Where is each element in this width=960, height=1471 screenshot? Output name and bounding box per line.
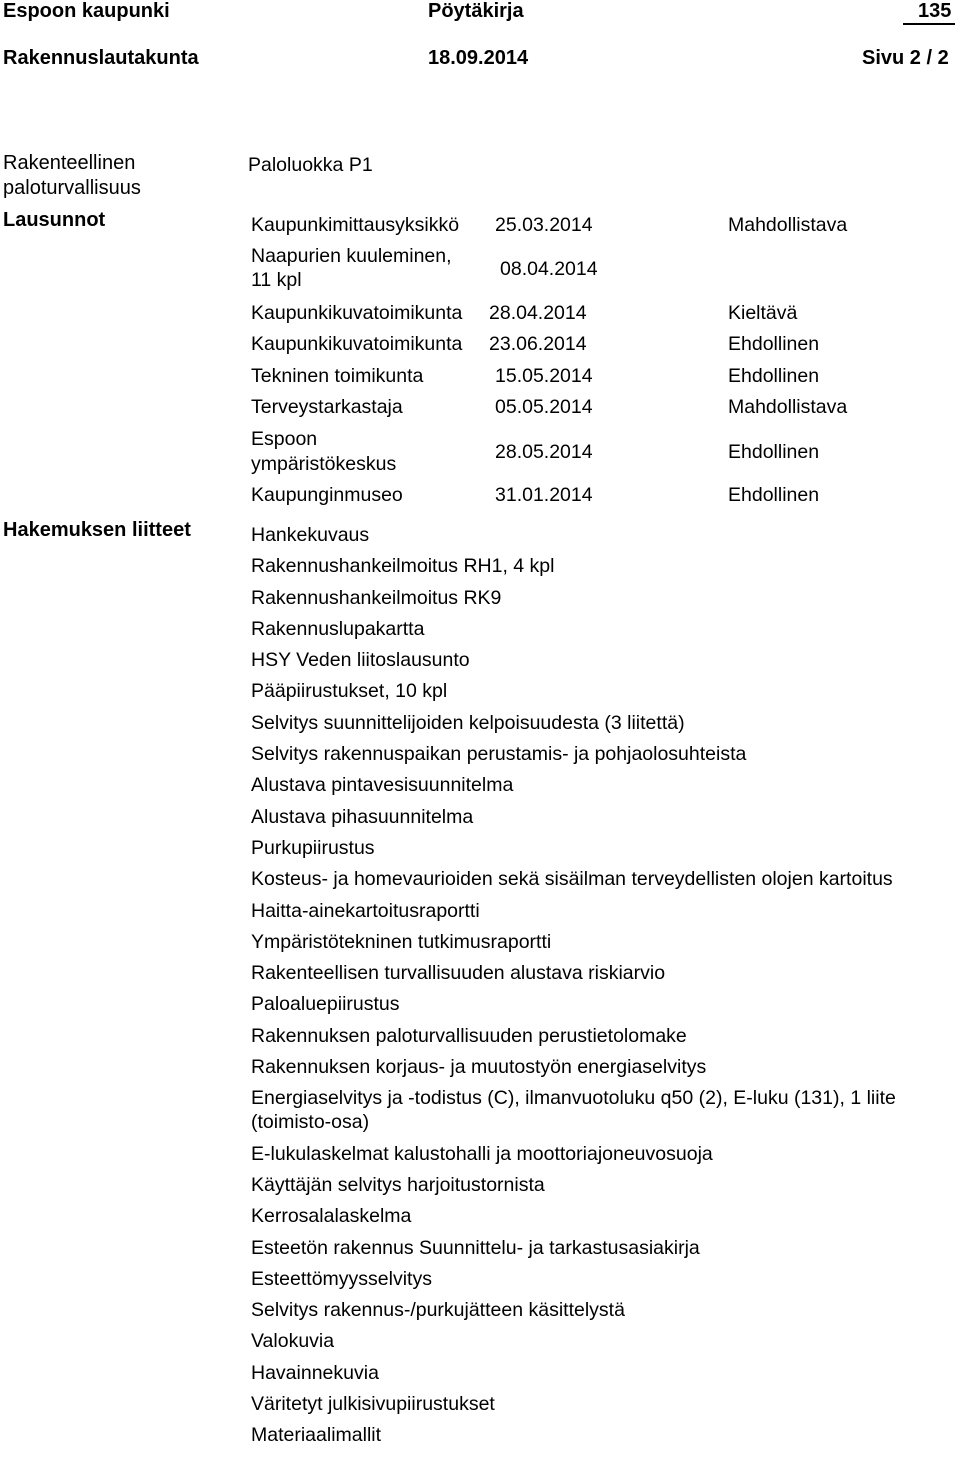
statement-date: 08.04.2014 bbox=[500, 258, 598, 280]
statement-name: Espoon bbox=[251, 428, 318, 450]
attachment-item: Kerrosalalaskelma bbox=[251, 1205, 412, 1228]
fire-class-value: Paloluokka P1 bbox=[248, 154, 373, 176]
statement-date: 28.04.2014 bbox=[489, 302, 587, 324]
statement-name: Terveystarkastaja bbox=[251, 396, 403, 418]
attachment-item: Haitta-ainekartoitusraportti bbox=[251, 899, 480, 922]
attachments-label: Hakemuksen liitteet bbox=[3, 519, 191, 541]
statement-status: Ehdollinen bbox=[728, 333, 820, 355]
attachment-item: Selvitys rakennus-/purkujätteen käsittelystä bbox=[251, 1299, 625, 1322]
board-name: Rakennuslautakunta bbox=[3, 47, 199, 69]
fire-safety-label-line2: paloturvallisuus bbox=[3, 177, 141, 199]
document-type: Pöytäkirja bbox=[428, 0, 524, 22]
attachment-item: Esteetön rakennus Suunnittelu- ja tarkastusasiakirja bbox=[251, 1236, 700, 1259]
attachment-item: Purkupiirustus bbox=[251, 836, 375, 859]
attachment-item: E-lukulaskelmat kalustohalli ja moottoriajoneuvosuoja bbox=[251, 1142, 713, 1165]
attachment-item: Materiaalimallit bbox=[251, 1424, 382, 1447]
attachment-item: Alustava pintavesisuunnitelma bbox=[251, 774, 514, 797]
attachment-item: Alustava pihasuunnitelma bbox=[251, 805, 474, 828]
page-number: Sivu 2 / 2 bbox=[862, 47, 949, 69]
attachment-item: Rakennuksen paloturvallisuuden perustietolomake bbox=[251, 1024, 687, 1047]
statement-date: 28.05.2014 bbox=[495, 441, 593, 463]
statement-name-cont: ympäristökeskus bbox=[251, 453, 397, 475]
statement-date: 25.03.2014 bbox=[495, 214, 593, 236]
attachment-item: Paloaluepiirustus bbox=[251, 993, 400, 1016]
attachment-item: Esteettömyysselvitys bbox=[251, 1267, 432, 1290]
statements-label: Lausunnot bbox=[3, 209, 106, 231]
attachment-item: Rakennushankeilmoitus RK9 bbox=[251, 586, 502, 609]
statement-date: 23.06.2014 bbox=[489, 333, 587, 355]
attachment-item: Selvitys suunnittelijoiden kelpoisuudesta (3 liitettä) bbox=[251, 711, 685, 734]
attachment-item: Havainnekuvia bbox=[251, 1361, 379, 1384]
statement-date: 15.05.2014 bbox=[495, 365, 593, 387]
statement-status: Ehdollinen bbox=[728, 484, 820, 506]
statement-name: Tekninen toimikunta bbox=[251, 365, 424, 387]
attachment-item: Käyttäjän selvitys harjoitustornista bbox=[251, 1173, 545, 1196]
attachment-item: Rakennuslupakartta bbox=[251, 617, 425, 640]
statement-date: 05.05.2014 bbox=[495, 396, 593, 418]
meeting-date: 18.09.2014 bbox=[428, 47, 529, 69]
case-number-underline bbox=[903, 23, 955, 25]
attachments-list bbox=[251, 523, 951, 1455]
statement-name: Naapurien kuuleminen, bbox=[251, 245, 452, 267]
attachment-item: Valokuvia bbox=[251, 1330, 335, 1353]
statement-status: Kieltävä bbox=[728, 302, 798, 324]
attachment-item: Rakennuksen korjaus- ja muutostyön energiaselvitys bbox=[251, 1056, 707, 1079]
attachment-item: Hankekuvaus bbox=[251, 524, 370, 546]
statement-date: 31.01.2014 bbox=[495, 484, 593, 506]
attachment-item: Rakenteellisen turvallisuuden alustava riskiarvio bbox=[251, 962, 666, 985]
attachment-item: Kosteus- ja homevaurioiden sekä sisäilman terveydellisten olojen kartoitus bbox=[251, 868, 893, 891]
attachment-item: Rakennushankeilmoitus RH1, 4 kpl bbox=[251, 555, 555, 578]
fire-safety-label-line1: Rakenteellinen bbox=[3, 152, 136, 174]
statement-status: Mahdollistava bbox=[728, 396, 848, 418]
statement-status: Ehdollinen bbox=[728, 441, 820, 463]
statement-status: Ehdollinen bbox=[728, 365, 820, 387]
statement-status: Mahdollistava bbox=[728, 214, 848, 236]
statement-name: Kaupunginmuseo bbox=[251, 484, 403, 506]
attachment-item: Pääpiirustukset, 10 kpl bbox=[251, 680, 448, 703]
attachment-item: Selvitys rakennuspaikan perustamis- ja pohjaolosuhteista bbox=[251, 743, 747, 766]
statement-name: Kaupunkikuvatoimikunta bbox=[251, 302, 463, 324]
statement-name: Kaupunkimittausyksikkö bbox=[251, 214, 460, 236]
attachment-item: Energiaselvitys ja -todistus (C), ilmanvuotoluku q50 (2), E-luku (131), 1 liite (toimisto-osa) bbox=[251, 1087, 896, 1134]
attachment-item: Ympäristötekninen tutkimusraportti bbox=[251, 930, 552, 953]
statement-name: Kaupunkikuvatoimikunta bbox=[251, 333, 463, 355]
statement-name-cont: 11 kpl bbox=[251, 269, 302, 291]
case-number: 135 bbox=[918, 0, 952, 22]
municipality-name: Espoon kaupunki bbox=[3, 0, 170, 22]
attachment-item: Väritetyt julkisivupiirustukset bbox=[251, 1393, 495, 1416]
attachment-item: HSY Veden liitoslausunto bbox=[251, 649, 470, 672]
